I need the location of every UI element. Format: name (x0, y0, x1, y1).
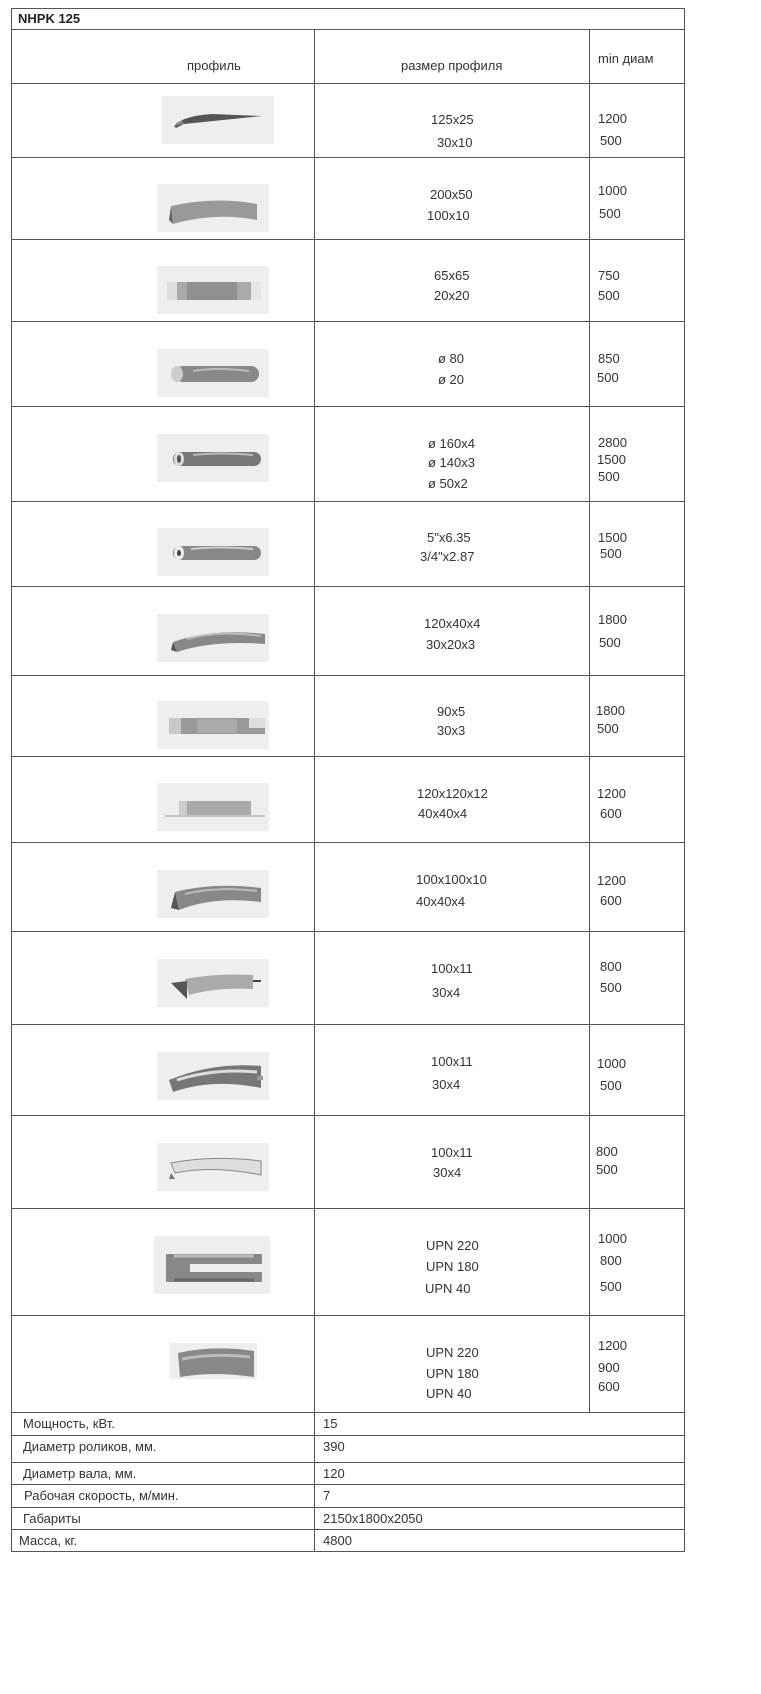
pipe-icon (157, 528, 269, 576)
profile-size: 30x4 (433, 1165, 462, 1180)
profile-size: 30x4 (432, 1077, 461, 1092)
row-divider (11, 321, 685, 322)
profile-image (157, 870, 269, 918)
profile-size: ø 50x2 (428, 476, 468, 491)
rectangular-tube-icon (157, 614, 269, 662)
profile-image (157, 434, 269, 482)
row-divider (11, 157, 685, 158)
min-diameter: 800 (600, 959, 622, 974)
curved-wide-flat-bar-icon (157, 184, 269, 232)
min-diameter: 1800 (596, 703, 625, 718)
profile-size: UPN 180 (426, 1259, 479, 1274)
column-divider (314, 29, 315, 1552)
min-diameter: 1200 (598, 111, 627, 126)
header-profile: профиль (187, 58, 241, 73)
profile-image (157, 701, 269, 749)
profile-size: 100x11 (431, 1054, 473, 1069)
row-divider (11, 1024, 685, 1025)
min-diameter: 500 (600, 1078, 622, 1093)
profile-size: 100x11 (431, 961, 473, 976)
min-diameter: 1800 (598, 612, 627, 627)
min-diameter: 1000 (598, 183, 627, 198)
row-divider (11, 406, 685, 407)
min-diameter: 1000 (597, 1056, 626, 1071)
min-diameter: 500 (598, 288, 620, 303)
flat-bar-edge-icon (157, 701, 269, 749)
min-diameter: 900 (598, 1360, 620, 1375)
spec-label: Габариты (23, 1511, 81, 1526)
profile-size: 30x3 (437, 723, 466, 738)
spec-label: Мощность, кВт. (23, 1416, 115, 1431)
profile-size: 100x10 (427, 208, 470, 223)
min-diameter: 1500 (597, 452, 626, 467)
table-title: NHPK 125 (18, 11, 81, 26)
row-divider (11, 1507, 685, 1508)
min-diameter: 1200 (597, 786, 626, 801)
min-diameter: 500 (596, 1162, 618, 1177)
spec-value: 390 (323, 1439, 345, 1454)
profile-size: 5"x6.35 (427, 530, 471, 545)
row-divider (11, 1529, 685, 1530)
t-bar-flange-out-icon (157, 1143, 269, 1191)
profile-image (157, 349, 269, 397)
profile-image (157, 959, 269, 1007)
round-bar-icon (157, 349, 269, 397)
angle-leg-in-icon (157, 783, 269, 831)
min-diameter: 600 (600, 806, 622, 821)
min-diameter: 600 (600, 893, 622, 908)
row-divider (11, 931, 685, 932)
row-divider (11, 1484, 685, 1485)
profile-size: ø 80 (438, 351, 465, 366)
spec-label: Диаметр вала, мм. (23, 1466, 137, 1481)
spec-label: Диаметр роликов, мм. (23, 1439, 157, 1454)
profile-size: 3/4"x2.87 (420, 549, 475, 564)
angle-leg-out-icon (157, 870, 269, 918)
profile-size: ø 140x3 (428, 455, 475, 470)
min-diameter: 850 (598, 351, 620, 366)
min-diameter: 500 (597, 370, 619, 385)
profile-size: ø 160x4 (428, 436, 475, 451)
header-min-diam: min диам (598, 51, 654, 66)
profile-size: 30x4 (432, 985, 461, 1000)
min-diameter: 500 (597, 721, 619, 736)
row-divider (11, 756, 685, 757)
spec-value: 15 (323, 1416, 338, 1431)
spec-label: Масса, кг. (19, 1533, 78, 1548)
min-diameter: 800 (596, 1144, 618, 1159)
header-size: размер профиля (401, 58, 503, 73)
min-diameter: 1200 (597, 873, 626, 888)
square-bar-icon (157, 266, 269, 314)
profile-size: 125x25 (431, 112, 474, 127)
min-diameter: 500 (600, 546, 622, 561)
curved-flat-bar-icon (162, 96, 274, 144)
row-divider (11, 83, 685, 84)
t-bar-icon (157, 959, 269, 1007)
profile-image (157, 528, 269, 576)
profile-size: 30x10 (437, 135, 473, 150)
min-diameter: 750 (598, 268, 620, 283)
min-diameter: 500 (599, 206, 621, 221)
min-diameter: 1200 (598, 1338, 627, 1353)
profile-size: 120x120x12 (417, 786, 488, 801)
min-diameter: 2800 (598, 435, 627, 450)
min-diameter: 1500 (598, 530, 627, 545)
profile-image (154, 1236, 270, 1294)
row-divider (11, 1208, 685, 1209)
row-divider (11, 501, 685, 502)
profile-size: 40x40x4 (418, 806, 468, 821)
row-divider (11, 1115, 685, 1116)
t-bar-flange-in-icon (157, 1052, 269, 1100)
profile-size: UPN 220 (426, 1238, 479, 1253)
profile-image (157, 783, 269, 831)
u-channel-icon (154, 1236, 270, 1294)
row-divider (11, 1412, 685, 1413)
profile-size: ø 20 (438, 372, 465, 387)
profile-image (162, 96, 274, 144)
row-divider (11, 239, 685, 240)
row-divider (11, 29, 685, 30)
min-diameter: 1000 (598, 1231, 627, 1246)
min-diameter: 500 (600, 1279, 622, 1294)
profile-size: UPN 40 (425, 1281, 471, 1296)
profile-size: 65x65 (434, 268, 470, 283)
row-divider (11, 1462, 685, 1463)
min-diameter: 500 (599, 635, 621, 650)
spec-value: 4800 (323, 1533, 352, 1548)
profile-image (157, 266, 269, 314)
profile-size: 100x100x10 (416, 872, 487, 887)
profile-size: 200x50 (430, 187, 473, 202)
profile-size: 90x5 (437, 704, 466, 719)
profile-size: 40x40x4 (416, 894, 466, 909)
spec-label: Рабочая скорость, м/мин. (24, 1488, 179, 1503)
profile-size: UPN 40 (426, 1386, 472, 1401)
row-divider (11, 1435, 685, 1436)
round-tube-icon (157, 434, 269, 482)
profile-image (157, 1143, 269, 1191)
profile-size: UPN 220 (426, 1345, 479, 1360)
min-diameter: 800 (600, 1253, 622, 1268)
row-divider (11, 675, 685, 676)
u-channel-flat-icon (170, 1343, 257, 1379)
row-divider (11, 842, 685, 843)
spec-value: 2150x1800x2050 (323, 1511, 423, 1526)
column-divider (589, 29, 590, 1412)
min-diameter: 500 (600, 980, 622, 995)
min-diameter: 500 (600, 133, 622, 148)
profile-size: 120x40x4 (424, 616, 481, 631)
min-diameter: 500 (598, 469, 620, 484)
profile-size: 30x20x3 (426, 637, 476, 652)
profile-image (170, 1343, 257, 1379)
profile-size: 20x20 (434, 288, 470, 303)
spec-value: 120 (323, 1466, 345, 1481)
profile-size: 100x11 (431, 1145, 473, 1160)
profile-size: UPN 180 (426, 1366, 479, 1381)
profile-image (157, 1052, 269, 1100)
profile-image (157, 184, 269, 232)
min-diameter: 600 (598, 1379, 620, 1394)
row-divider (11, 1315, 685, 1316)
profile-image (157, 614, 269, 662)
row-divider (11, 586, 685, 587)
spec-value: 7 (323, 1488, 331, 1503)
